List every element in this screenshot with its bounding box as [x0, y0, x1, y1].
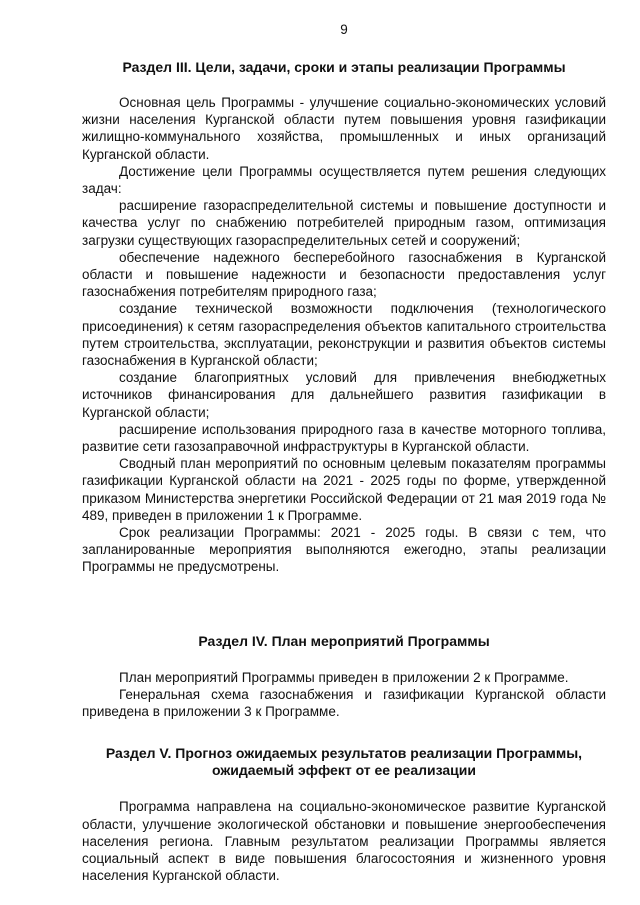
section-5-title-line-1: Раздел V. Прогноз ожидаемых результатов реализации Программы, — [105, 745, 583, 762]
paragraph: Срок реализации Программы: 2021 - 2025 годы. В связи с тем, что запланированные мероприятия выполняются ежегодно, этапы реализации Программы не предусмотрены. — [82, 525, 606, 575]
page-number: 9 — [340, 22, 348, 37]
paragraph: Основная цель Программы - улучшение социально-экономических условий жизни населения Курганской области путем повышения уровня газификации жилищно-коммунального хозяйства, промышленных и иных организаций Курганской области. — [82, 95, 606, 162]
paragraph: Генеральная схема газоснабжения и газификации Курганской области приведена в приложении 3 к Программе. — [82, 686, 606, 720]
paragraph: расширение использования природного газа в качестве моторного топлива, развитие сети газозаправочной инфраструктуры в Курганской области. — [82, 421, 606, 455]
paragraph: Программа направлена на социально-экономическое развитие Курганской области, улучшение экологической обстановки и повышение энергообеспечения населения региона. Главным результатом реализации Программы является социальный аспект в виде повышения благосостояния и жизненного уровня населения Курганской области. — [82, 799, 606, 884]
paragraph: обеспечение надежного бесперебойного газоснабжения в Курганской области и повышение надежности и безопасности предоставления услуг газоснабжения потребителям природного газа; — [82, 249, 606, 300]
section-3 — [82, 59, 606, 576]
section-3-title: Раздел III. Цели, задачи, сроки и этапы реализации Программы — [122, 59, 566, 75]
paragraph: создание технической возможности подключения (технологического присоединения) к сетям газораспределения объектов капитального строительства путем строительства, эксплуатации, реконструкции и развития объектов системы газоснабжения в Курганской области; — [82, 301, 606, 369]
paragraph: Достижение цели Программы осуществляется путем решения следующих задач: — [82, 163, 606, 197]
section-4 — [82, 633, 606, 721]
section-4-title: Раздел IV. План мероприятий Программы — [198, 632, 490, 649]
paragraph: План мероприятий Программы приведен в приложении 2 к Программе. — [119, 669, 569, 685]
section-5 — [82, 745, 606, 884]
paragraph: Сводный план мероприятий по основным целевым показателям программы газификации Курганской области на 2021 - 2025 годы по форме, утвержденной приказом Министерства энергетики Российской Федерации от 21 мая 2019 года № 489, приведен в приложении 1 к Программе. — [82, 456, 606, 523]
document-page — [82, 22, 606, 884]
paragraph: расширение газораспределительной системы и повышение доступности и качества услуг по снабжению потребителей природным газом, оптимизация загрузки существующих газораспределительных сетей и сооружений; — [82, 198, 606, 248]
section-5-title — [82, 745, 606, 779]
section-5-title-line-2: ожидаемый эффект от ее реализации — [212, 762, 476, 779]
paragraph: создание благоприятных условий для привлечения внебюджетных источников финансирования для дальнейшего развития газификации в Курганской области; — [82, 370, 606, 420]
